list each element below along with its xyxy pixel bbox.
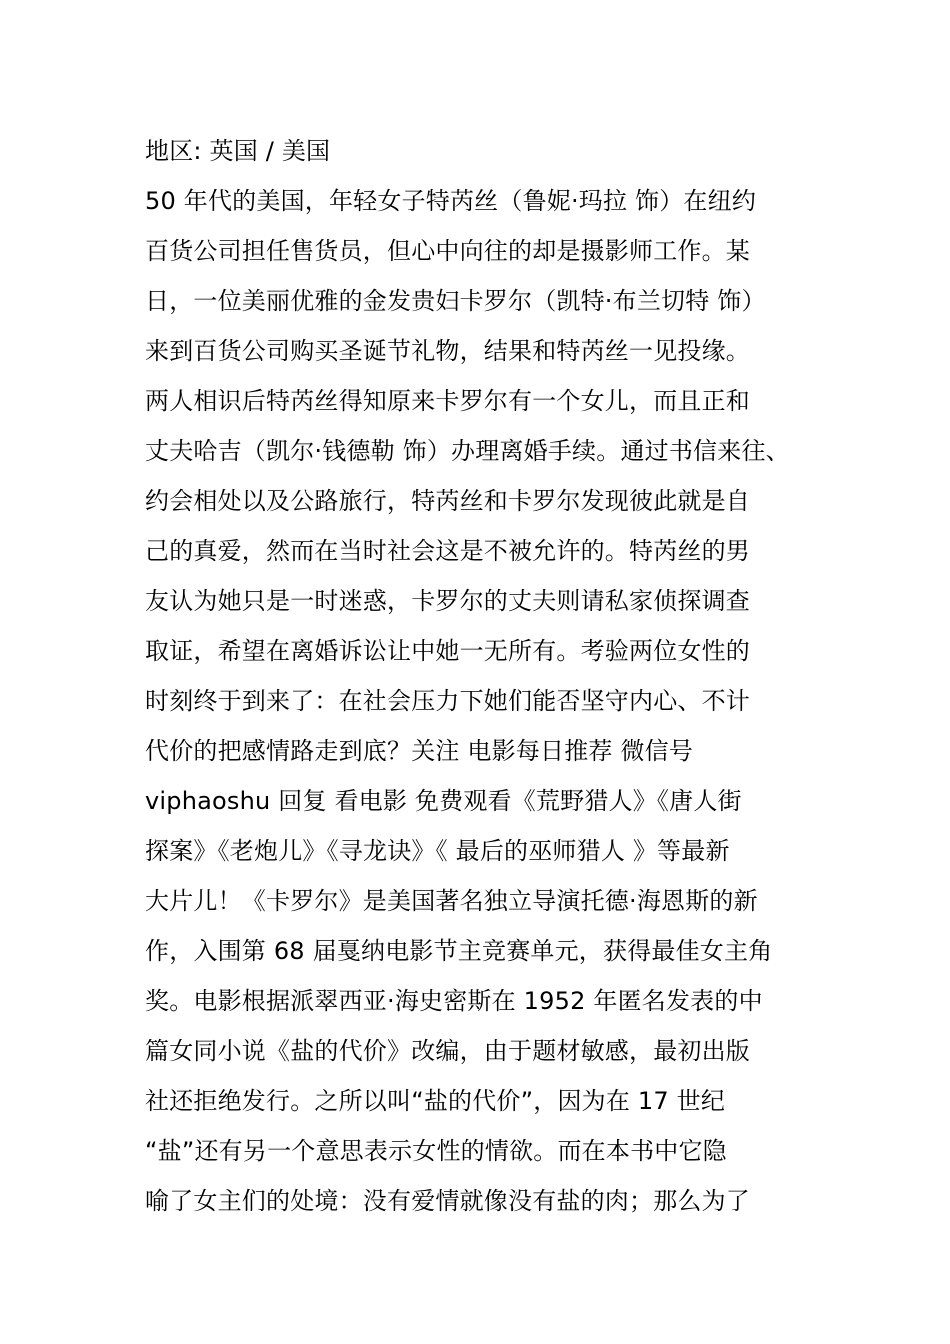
text-line: 大片儿！《卡罗尔》是美国著名独立导演托德·海恩斯的新 — [145, 887, 758, 915]
text-line: 两人相识后特芮丝得知原来卡罗尔有一个女儿，而且正和 — [145, 387, 750, 415]
text-line: 日，一位美丽优雅的金发贵妇卡罗尔（凯特·布兰切特 饰） — [145, 287, 766, 315]
text-line: “盐”还有另一个意思表示女性的情欲。而在本书中它隐 — [145, 1137, 727, 1165]
text-line: 探案》《老炮儿》《寻龙诀》《 最后的巫师猎人 》等最新 — [145, 837, 730, 865]
text-line: 己的真爱，然而在当时社会这是不被允许的。特芮丝的男 — [145, 537, 750, 565]
text-line: viphaoshu 回复 看电影 免费观看《荒野猎人》《唐人街 — [145, 787, 742, 815]
text-line: 50 年代的美国，年轻女子特芮丝（鲁妮·玛拉 饰）在纽约 — [145, 187, 757, 215]
text-line: 篇女同小说《盐的代价》改编，由于题材敏感，最初出版 — [145, 1037, 750, 1065]
text-line: 时刻终于到来了：在社会压力下她们能否坚守内心、不计 — [145, 687, 750, 715]
text-line: 来到百货公司购买圣诞节礼物，结果和特芮丝一见投缘。 — [145, 337, 750, 365]
text-line: 作，入围第 68 届戛纳电影节主竞赛单元，获得最佳女主角 — [145, 937, 773, 965]
text-line: 约会相处以及公路旅行，特芮丝和卡罗尔发现彼此就是自 — [145, 487, 750, 515]
text-line: 百货公司担任售货员，但心中向往的却是摄影师工作。某 — [145, 237, 750, 265]
text-line: 代价的把感情路走到底？关注 电影每日推荐 微信号 — [145, 737, 694, 765]
text-line: 社还拒绝发行。之所以叫“盐的代价”，因为在 17 世纪 — [145, 1087, 726, 1115]
text-line: 奖。电影根据派翠西亚·海史密斯在 1952 年匿名发表的中 — [145, 987, 763, 1015]
text-line: 喻了女主们的处境：没有爱情就像没有盐的肉；那么为了 — [145, 1187, 750, 1215]
text-line: 取证，希望在离婚诉讼让中她一无所有。考验两位女性的 — [145, 637, 750, 665]
region-line: 地区: 英国 / 美国 — [145, 137, 331, 165]
body-text — [145, 128, 835, 1228]
text-line: 丈夫哈吉（凯尔·钱德勒 饰）办理离婚手续。通过书信来往、 — [145, 437, 790, 465]
text-line: 友认为她只是一时迷惑，卡罗尔的丈夫则请私家侦探调查 — [145, 587, 750, 615]
